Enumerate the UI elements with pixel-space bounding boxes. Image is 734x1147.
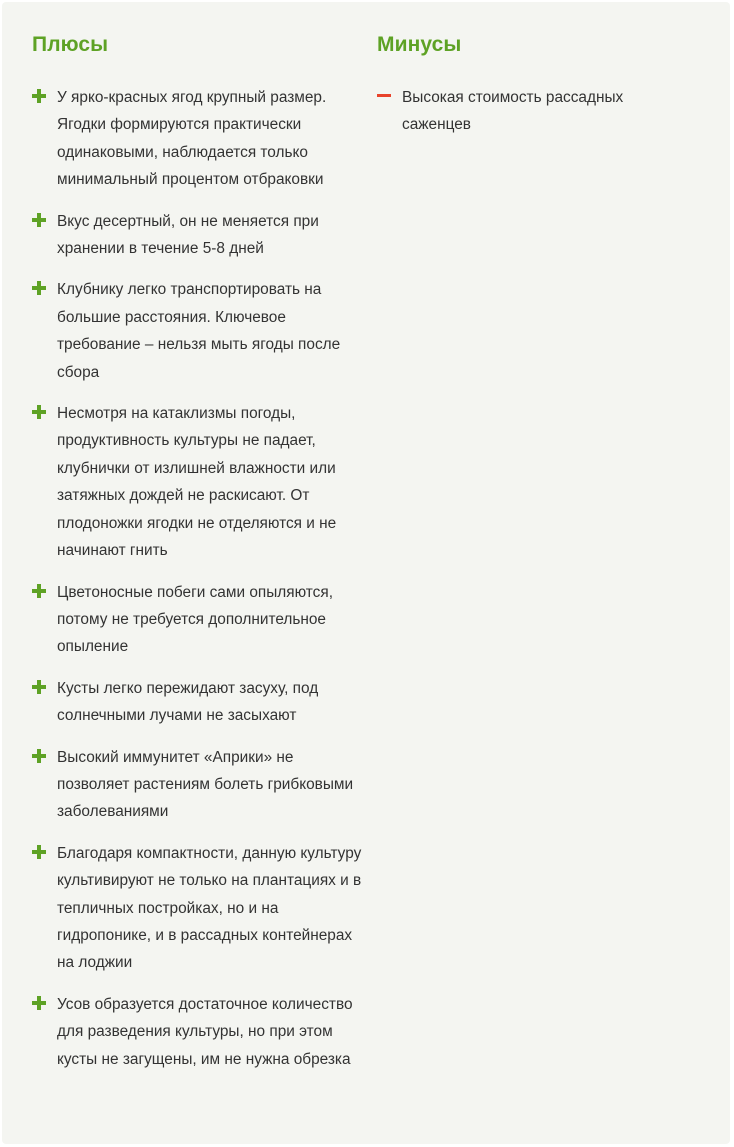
plus-icon: [32, 213, 46, 227]
pros-list-item: [32, 744, 362, 826]
pros-item-text: У ярко-красных ягод крупный размер. Ягодки формируются практически одинаковыми, наблюдается только минимальный процентом отбраковки: [57, 89, 327, 189]
pros-list-item: [32, 276, 362, 386]
pros-item-text: Вкус десертный, он не меняется при хранении в течение 5-8 дней: [57, 212, 319, 258]
plus-icon: [32, 89, 46, 103]
plus-icon: [32, 405, 46, 419]
cons-column: [377, 32, 677, 153]
pros-list-item: [32, 84, 362, 194]
pros-title: Плюсы: [32, 33, 109, 56]
plus-icon: [32, 996, 46, 1010]
plus-icon: [32, 680, 46, 694]
pros-list-item: [32, 840, 362, 977]
cons-list-item: [377, 84, 677, 139]
cons-item-text: Высокая стоимость рассадных саженцев: [402, 89, 624, 134]
pros-list: [32, 84, 362, 1073]
plus-icon: [32, 281, 46, 295]
pros-list-item: [32, 991, 362, 1073]
pros-list-item: [32, 579, 362, 661]
pros-item-text: Благодаря компактности, данную культуру культивируют не только на плантациях и в тепличных постройках, но и на гидропонике, и в рассадных контейнерах на лоджии: [57, 844, 362, 972]
pros-list-item: [32, 208, 362, 263]
minus-icon: [377, 89, 391, 103]
pros-list-item: [32, 400, 362, 564]
pros-item-text: Кусты легко пережидают засуху, под солнечными лучами не засыхают: [57, 679, 319, 725]
plus-icon: [32, 845, 46, 859]
pros-item-text: Несмотря на катаклизмы погоды, продуктивность культуры не падает, клубнички от излишней влажности или затяжных дождей не раскисают. От плодоножки ягодки не отделяются и не начинают гнить: [57, 405, 337, 560]
pros-item-text: Клубнику легко транспортировать на большие расстояния. Ключевое требование – нельзя мыть ягоды после сбора: [57, 281, 341, 381]
pros-list-item: [32, 675, 362, 730]
pros-item-text: Цветоносные побеги сами опыляются, потому не требуется дополнительное опыление: [57, 583, 333, 656]
pros-column: [32, 32, 362, 1087]
pros-item-text: Усов образуется достаточное количество для разведения культуры, но при этом кусты не загущены, им не нужна обрезка: [57, 995, 353, 1068]
cons-list: [377, 84, 677, 139]
pros-cons-card: [2, 2, 730, 1144]
plus-icon: [32, 749, 46, 763]
plus-icon: [32, 584, 46, 598]
cons-title: Минусы: [377, 33, 462, 56]
pros-item-text: Высокий иммунитет «Априки» не позволяет растениям болеть грибковыми заболеваниями: [57, 748, 354, 821]
